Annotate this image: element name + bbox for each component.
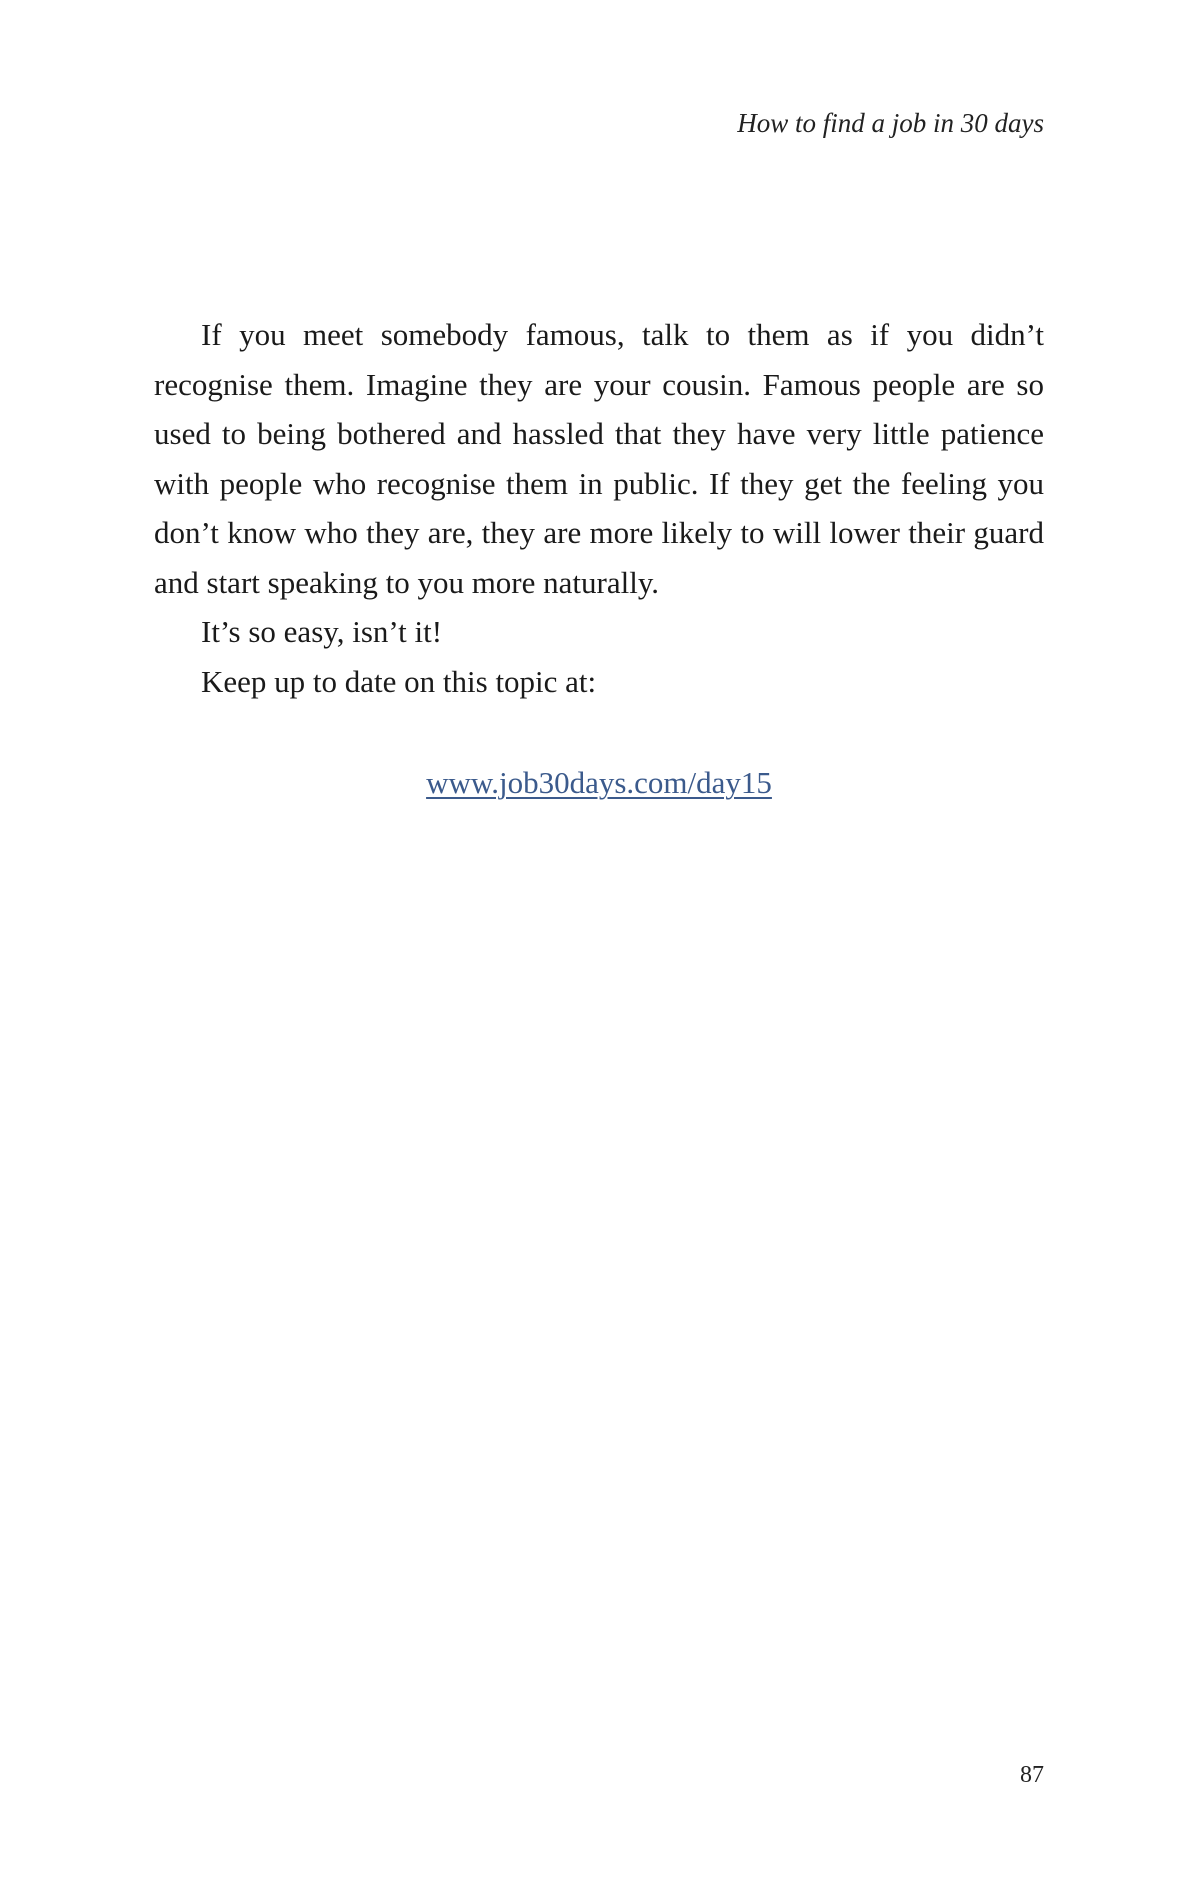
body-text <box>154 310 1044 706</box>
page-number: 87 <box>1020 1762 1044 1788</box>
day15-link[interactable]: www.job30days.com/day15 <box>426 765 772 800</box>
link-container <box>154 758 1044 808</box>
paragraph-so-easy: It’s so easy, isn’t it! <box>201 614 443 649</box>
paragraph-famous-people: If you meet somebody famous, talk to them as if you didn’t recognise them. Imagine they are your cousin. Famous people are so used to being bothered and hassled that they have very little patience with people who recognise them in public. If they get the feeling you don’t know who they are, they are more likely to will lower their guard and start speaking to you more naturally. <box>154 317 1044 600</box>
running-header-title: How to find a job in 30 days <box>737 108 1044 138</box>
paragraph-keep-up-to-date: Keep up to date on this topic at: <box>201 663 597 699</box>
